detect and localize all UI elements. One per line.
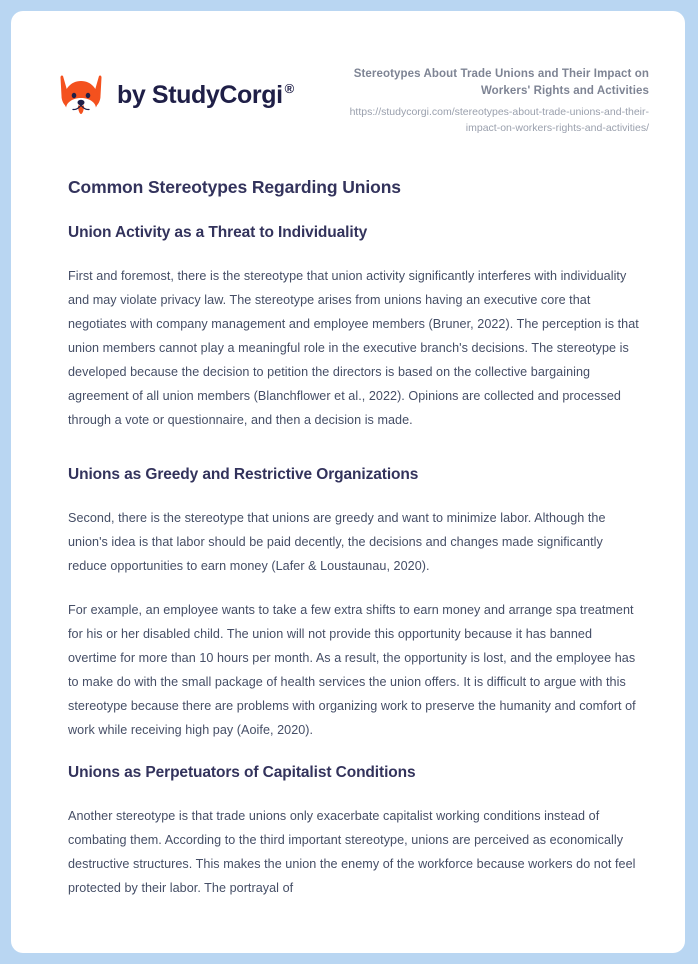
brand-name-label: by StudyCorgi [117, 80, 283, 109]
brand-name [117, 81, 294, 110]
paragraph: Another stereotype is that trade unions only exacerbate capitalist working conditions instead of combating them. According to the third important stereotype, unions are perceived as economically destructive structures. This makes the union the enemy of the workforce because workers do not feel protected by their labor. The portrayal of [68, 808, 636, 895]
document-content [11, 177, 685, 900]
paragraph: For example, an employee wants to take a few extra shifts to earn money and arrange spa treatment for his or her disabled child. The union will not provide this opportunity because it has banned overtime for more than 10 hours per month. As a result, the opportunity is lost, and the employee has to make do with the small package of health services the union offers. It is difficult to argue with this stereotype because there are problems with organizing work to preserve the humanity and comfort of work while receiving high pay (Aoife, 2020). [68, 602, 636, 737]
document-page-card [11, 11, 685, 953]
subsection-heading-2: Unions as Greedy and Restrictive Organizations [68, 465, 419, 483]
brand-logo-lockup[interactable] [56, 64, 294, 120]
corgi-logo-icon [56, 70, 106, 120]
header-meta [319, 64, 649, 137]
paragraph: Second, there is the stereotype that unions are greedy and want to minimize labor. Although the union's idea is that labor should be paid decently, the decisions and changes made significantly reduce opportunities to earn money (Lafer & Loustaunau, 2020). [68, 510, 606, 573]
page-title: Stereotypes About Trade Unions and Their Impact on Workers' Rights and Activities [353, 68, 649, 97]
subsection-heading-1: Union Activity as a Threat to Individuality [68, 223, 368, 241]
subsection-heading-3: Unions as Perpetuators of Capitalist Conditions [68, 763, 416, 781]
page-url[interactable]: https://studycorgi.com/stereotypes-about-trade-unions-and-their-impact-on-workers-rights-and-activities/ [349, 106, 649, 135]
registered-trademark-icon: ® [284, 81, 294, 97]
paragraph: First and foremost, there is the stereotype that union activity significantly interferes with individuality and may violate privacy law. The stereotype arises from unions having an executive core that negotiates with company management and employee members (Bruner, 2022). The perception is that union members cannot play a meaningful role in the executive branch's decisions. The stereotype is developed because the decision to petition the directors is based on the collective bargaining agreement of all union members (Blanchflower et al., 2022). Opinions are collected and processed through a vote or questionnaire, and then a decision is made. [68, 268, 639, 427]
page-header [11, 11, 685, 137]
section-heading: Common Stereotypes Regarding Unions [68, 176, 401, 197]
